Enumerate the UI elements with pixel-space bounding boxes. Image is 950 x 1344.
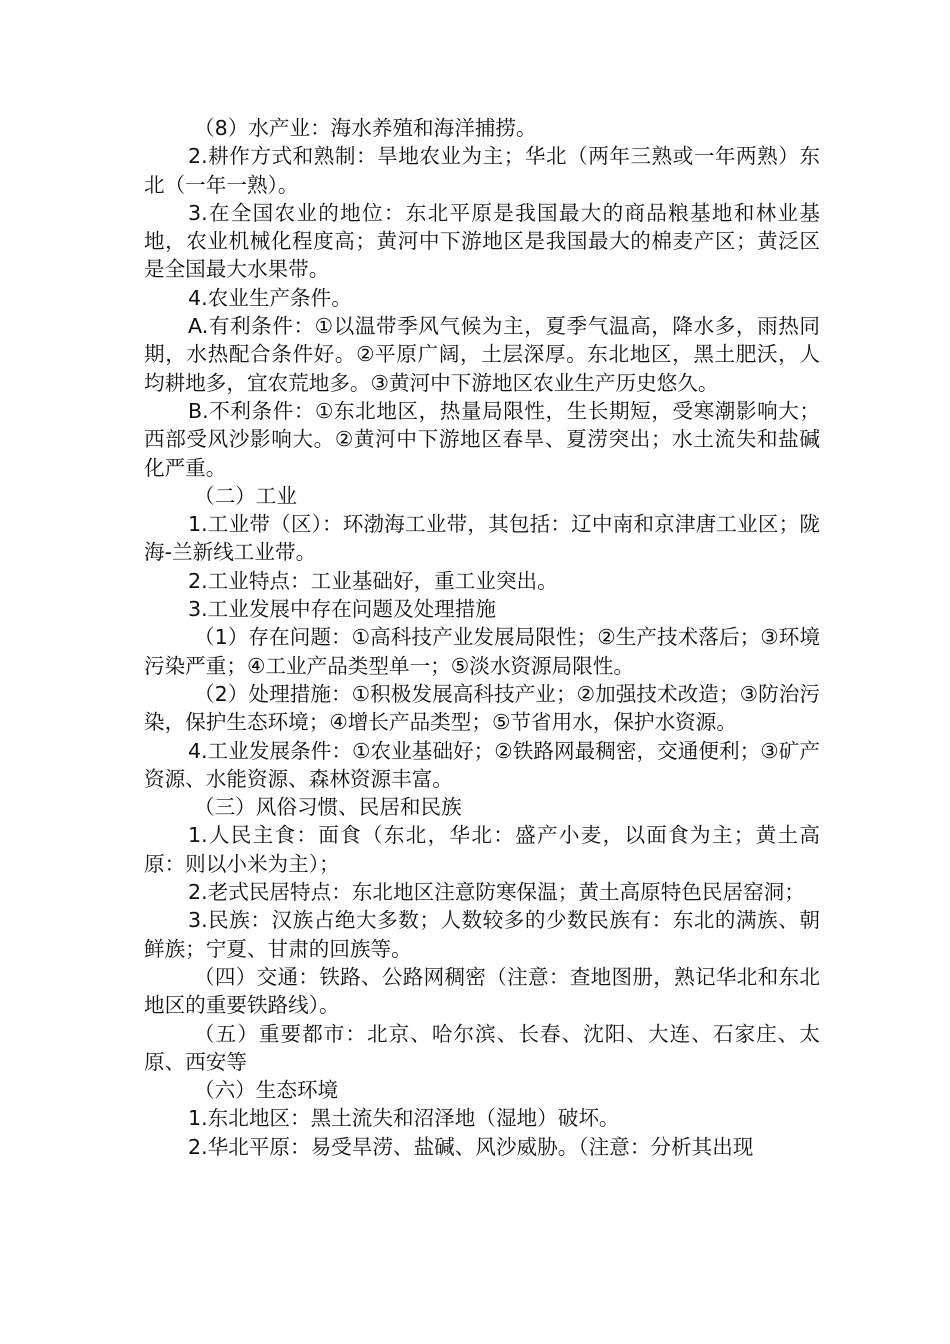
paragraph-industrial-belt: 1.工业带（区）：环渤海工业带，其包括：辽中南和京津唐工业区；陇海-兰新线工业带。	[144, 512, 820, 565]
paragraph-industrial-problems-heading: 3.工业发展中存在问题及处理措施	[188, 597, 496, 622]
paragraph-northeast-ecology: 1.东北地区：黑土流失和沼泽地（湿地）破坏。	[188, 1106, 620, 1131]
paragraph-existing-problems: （1）存在问题：①高科技产业发展局限性；②生产技术落后；③环境污染严重；④工业产品类型单一；⑤淡水资源局限性。	[144, 625, 820, 678]
paragraph-transport: （四）交通：铁路、公路网稠密（注意：查地图册，熟记华北和东北地区的重要铁路线）。	[144, 964, 820, 1018]
paragraph-dwellings: 2.老式民居特点：东北地区注意防寒保温；黄土高原特色民居窑洞；	[188, 880, 805, 905]
paragraph-staple-food: 1.人民主食：面食（东北，华北：盛产小麦，以面食为主；黄土高原：则以小米为主）；	[144, 823, 820, 876]
paragraph-industrial-conditions: 4.工业发展条件：①农业基础好；②铁路网最稠密，交通便利；③矿产资源、水能资源、森林资源丰富。	[144, 738, 820, 791]
paragraph-north-china-plain: 2.华北平原：易受旱涝、盐碱、风沙威胁。（注意：分析其出现	[188, 1134, 754, 1159]
paragraph-ethnic-groups: 3.民族：汉族占绝大多数；人数较多的少数民族有：东北的满族、朝鲜族；宁夏、甘肃的回族等。	[144, 908, 820, 961]
paragraph-agriculture-status: 3.在全国农业的地位：东北平原是我国最大的商品粮基地和林业基地，农业机械化程度高；黄河中下游地区是我国最大的棉麦产区；黄泛区是全国最大水果带。	[144, 200, 820, 282]
paragraph-measures: （2）处理措施：①积极发展高科技产业；②加强技术改造；③防治污染，保护生态环境；④增长产品类型；⑤节省用水，保护水资源。	[144, 681, 820, 735]
heading-ecology: （六）生态环境	[194, 1078, 339, 1103]
heading-industry: （二）工业	[194, 483, 297, 508]
paragraph-farming-method: 2.耕作方式和熟制：旱地农业为主；华北（两年三熟或一年两熟）东北（一年一熟）。	[144, 144, 820, 197]
paragraph-aquaculture: （8）水产业：海水养殖和海洋捕捞。	[194, 116, 537, 140]
paragraph-unfavorable-conditions: B.不利条件：①东北地区，热量局限性，生长期短，受寒潮影响大；西部受风沙影响大。②黄河中下游地区春旱、夏涝突出；水土流失和盐碱化严重。	[144, 398, 820, 480]
paragraph-cities: （五）重要都市：北京、哈尔滨、长春、沈阳、大连、石家庄、太原、西安等	[144, 1021, 820, 1074]
paragraph-industrial-features: 2.工业特点：工业基础好，重工业突出。	[188, 568, 558, 593]
heading-customs: （三）风俗习惯、民居和民族	[194, 795, 462, 820]
paragraph-production-conditions: 4.农业生产条件。	[188, 285, 352, 310]
paragraph-favorable-conditions: A.有利条件：①以温带季风气候为主，夏季气温高，降水多，雨热同期，水热配合条件好。②平原广阔，土层深厚。东北地区，黑土肥沃，人均耕地多，宜农荒地多。③黄河中下游地区农业生产历史悠久。	[144, 314, 820, 395]
document-body	[144, 114, 820, 1161]
